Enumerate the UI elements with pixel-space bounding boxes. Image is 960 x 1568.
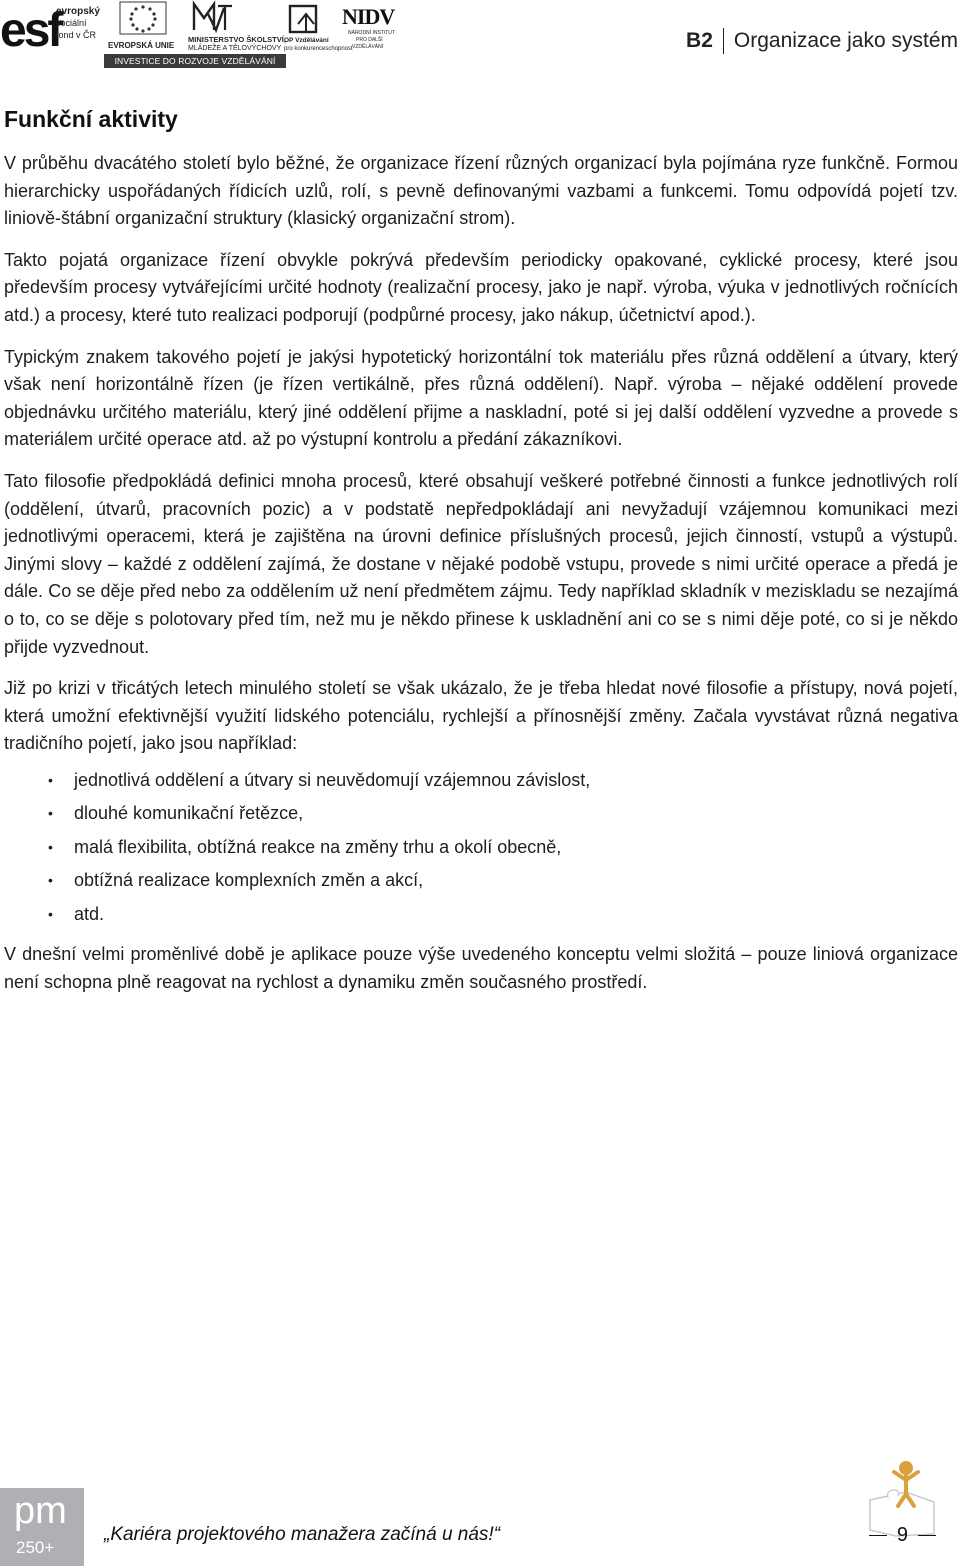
bullet-icon: •: [48, 771, 53, 788]
svg-text:esf: esf: [0, 4, 61, 57]
list-item-text: atd.: [74, 903, 105, 924]
esf-line-3: fond v ČR: [56, 30, 97, 40]
list-item: [4, 898, 958, 932]
nidv-logo: [342, 0, 400, 52]
bullet-icon: •: [48, 838, 53, 855]
section-divider: [723, 28, 724, 54]
paragraph: Tato filosofie předpokládá definici mnoha procesů, které obsahují veškeré potřebné činnosti a funkce jednotlivých rolí (oddělení, útvarů, pracovních pozic) a v podstatě nepředpokládají ani nevyžadují vzájemnou komunikaci mezi jednotlivými operacemi, která je zajištěna na úrovni definice příslušných procesů, jejich činností, vstupů a výstupů. Jinými slovy – každé z oddělení zajímá, že dostane v nějaké podobě vstupu, provede s nimi určité operace a předá je dále. Co se děje před nebo za oddělením už není předmětem zájmu. Tedy například skladník v meziskladu se nezajímá o to, co se děje s polotovary před tím, než mu je někdo přinese k uskladnění ani co se s nimi děje poté, co si je někdo přijde vyzvednout.: [4, 470, 958, 657]
paragraph: V dnešní velmi proměnlivé době je aplikace pouze výše uvedeného konceptu velmi složitá – pouze liniová organizace není schopna plně reagovat na rychlost a dynamiku změn současného prostředí.: [4, 944, 958, 992]
page-header: [0, 0, 960, 80]
bullet-list: [4, 764, 958, 932]
eu-flag-logo: [108, 2, 178, 52]
list-item-text: malá flexibilita, obtížná reakce na změny trhu a okolí obecně,: [74, 836, 562, 857]
pm-logo-letters: pm: [14, 1490, 67, 1532]
page-title: Funkční aktivity: [4, 106, 178, 132]
msmt-logo: [188, 0, 286, 52]
svg-text:NIDV: NIDV: [342, 4, 395, 29]
page-number-value: 9: [896, 1524, 908, 1546]
paragraph: V průběhu dvacátého století bylo běžné, že organizace řízení různých organizací byla pojímána ryze funkčně. Formou hierarchicky uspořádaných řídicích uzlů, rolí, s pevně definovanými vazbami a funkcemi. Tomu odpovídá pojetí tzv. liniově-štábní organizační struktury (klasický organizační strom).: [4, 153, 958, 229]
op-line-2: pro konkurenceschopnost: [284, 46, 353, 52]
op-line-1: OP Vzdělávání: [284, 37, 329, 44]
dash-left: [869, 1535, 887, 1537]
nidv-line-3: VZDĚLÁVÁNÍ: [352, 44, 384, 50]
paragraph: Takto pojatá organizace řízení obvykle pokrývá především periodicky opakované, cyklické procesy, které jsou především procesy vytvářejícími určité hodnoty (realizační procesy, jako je např. výroba, výuka v jednotlivých ročnících atd.) a procesy, které tuto realizaci podporují (podpůrné procesy, jako nákup, účetnictví apod.).: [4, 249, 958, 325]
page-footer: [0, 1460, 960, 1568]
section-title: Organizace jako systém: [733, 29, 958, 52]
op-logo: [284, 4, 353, 52]
nidv-line-1: NÁRODNÍ INSTITUT: [348, 30, 395, 36]
section-code: B2: [686, 29, 713, 52]
pm-logo-number: 250+: [16, 1538, 55, 1557]
section-header: [686, 28, 958, 54]
list-item-text: dlouhé komunikační řetězce,: [74, 803, 304, 824]
logo-strip: [0, 0, 400, 72]
bullet-icon: •: [48, 872, 53, 889]
esf-line-2: sociální: [56, 18, 87, 28]
nidv-line-2: PRO DALŠÍ: [356, 37, 383, 43]
list-item: [4, 831, 958, 865]
main-content: [4, 104, 958, 1011]
esf-line-1: evropský: [56, 6, 100, 17]
paragraph: Již po krizi v třicátých letech minulého století se však ukázalo, že je třeba hledat nové filosofie a přístupy, nová pojetí, která umožní efektivnější využití lidského potenciálu, rychlejší a přínosnější změny. Začala vyvstávat různá negativa tradičního pojetí, jako jsou například:: [4, 678, 958, 754]
list-item: [4, 764, 958, 798]
list-item: [4, 797, 958, 831]
esf-logo: [0, 0, 104, 57]
invest-banner: INVESTICE DO ROZVOJE VZDĚLÁVÁNÍ: [104, 54, 286, 68]
bullet-icon: •: [48, 805, 53, 822]
list-item-text: jednotlivá oddělení a útvary si neuvědomují vzájemnou závislost,: [74, 769, 591, 790]
page-number: [869, 1524, 936, 1547]
list-item: [4, 864, 958, 898]
eu-label: EVROPSKÁ UNIE: [108, 41, 175, 50]
pm-logo: [0, 1488, 84, 1566]
msmt-line-2: MLÁDEŽE A TĚLOVÝCHOVY: [188, 45, 282, 52]
bullet-icon: •: [48, 905, 53, 922]
list-item-text: obtížná realizace komplexních změn a akcí,: [74, 870, 424, 891]
slogan: „Kariéra projektového manažera začíná u nás!“: [104, 1524, 501, 1545]
paragraph: Typickým znakem takového pojetí je jakýsi hypotetický horizontální tok materiálu přes různá oddělení a útvary, který však není horizontálně řízen (je řízen vertikálně, přes různá oddělení). Např. výroba – nějaké oddělení provede objednávku určitého materiálu, který jiné oddělení přijme a naskladní, poté si jej další oddělení vyzvedne a provede s materiálem určité operace atd. až po výstupní kontrolu a předání zákazníkovi.: [4, 346, 958, 450]
msmt-line-1: MINISTERSTVO ŠKOLSTVÍ,: [188, 35, 286, 44]
dash-right: [918, 1535, 936, 1537]
